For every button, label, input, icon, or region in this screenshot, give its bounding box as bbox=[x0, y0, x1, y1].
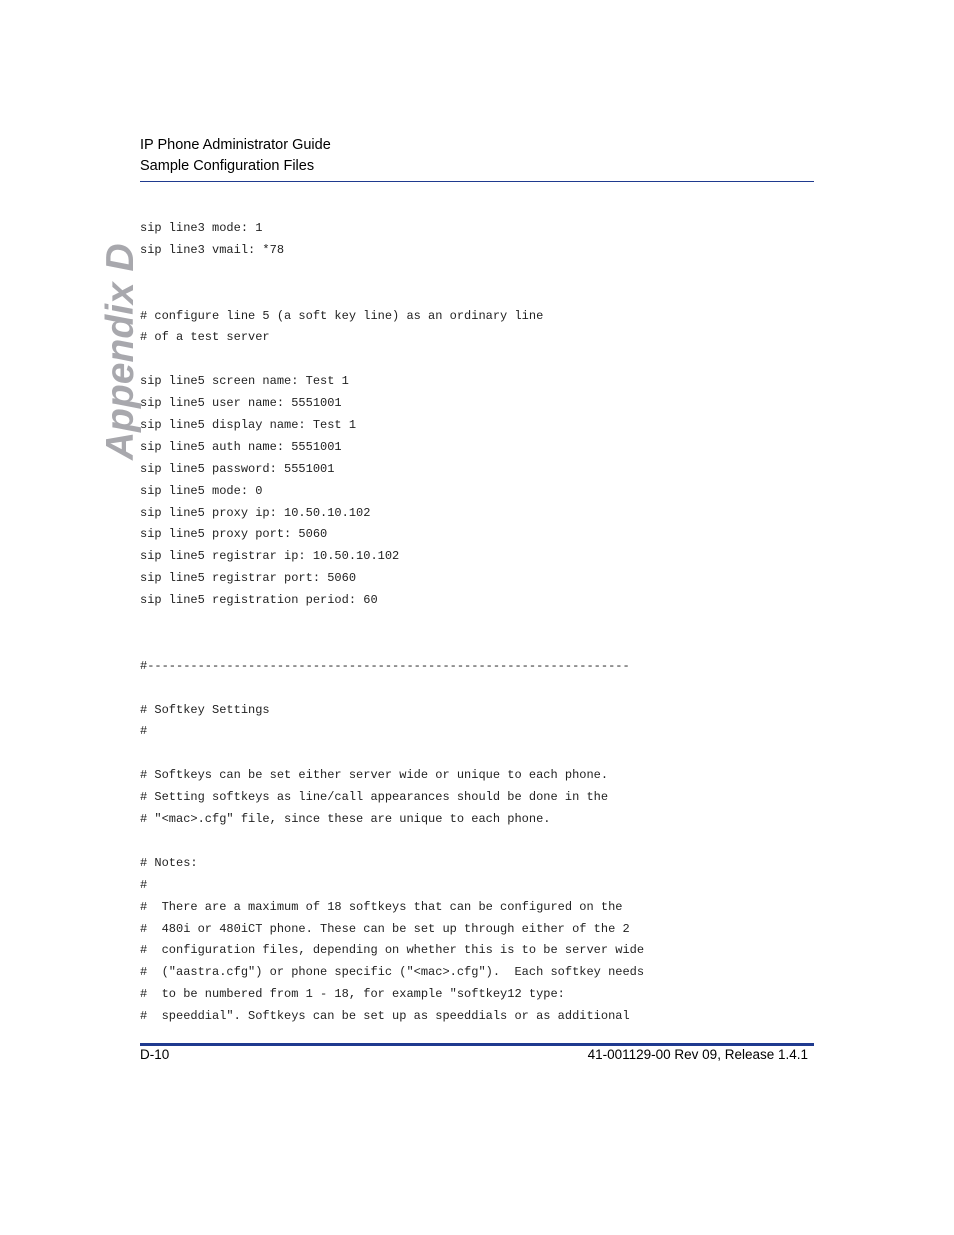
code-line: sip line5 proxy port: 5060 bbox=[140, 527, 328, 542]
code-line bbox=[140, 349, 814, 371]
code-line bbox=[140, 743, 814, 765]
code-line: # ("aastra.cfg") or phone specific ("<mac>.cfg"). Each softkey needs bbox=[140, 965, 645, 980]
code-line: sip line5 registration period: 60 bbox=[140, 593, 378, 608]
code-line: # to be numbered from 1 - 18, for example "softkey12 type: bbox=[140, 987, 565, 1002]
code-line: # Setting softkeys as line/call appearances should be done in the bbox=[140, 790, 609, 805]
code-line: #------------------------------------------------------------------- bbox=[140, 658, 630, 673]
code-line: sip line3 vmail: *78 bbox=[140, 242, 285, 257]
code-line: # 480i or 480iCT phone. These can be set up through either of the 2 bbox=[140, 921, 630, 936]
code-line: # There are a maximum of 18 softkeys that can be configured on the bbox=[140, 899, 623, 914]
code-line bbox=[140, 831, 814, 853]
code-line: # bbox=[140, 877, 148, 892]
code-line: # of a test server bbox=[140, 330, 270, 345]
code-line: sip line5 proxy ip: 10.50.10.102 bbox=[140, 505, 371, 520]
header-divider bbox=[140, 181, 814, 182]
code-line: # Notes: bbox=[140, 855, 198, 870]
code-line: # Softkeys can be set either server wide or unique to each phone. bbox=[140, 768, 609, 783]
code-line: # Softkey Settings bbox=[140, 702, 270, 717]
code-line: sip line5 registrar port: 5060 bbox=[140, 571, 357, 586]
document-info: 41-001129-00 Rev 09, Release 1.4.1 bbox=[587, 1047, 808, 1062]
header-title: IP Phone Administrator Guide bbox=[140, 137, 331, 153]
appendix-label: Appendix D bbox=[99, 243, 142, 460]
page-number: D-10 bbox=[140, 1047, 170, 1062]
footer-divider bbox=[140, 1043, 814, 1046]
code-line: sip line5 screen name: Test 1 bbox=[140, 374, 349, 389]
code-line bbox=[140, 262, 814, 284]
code-line: sip line5 user name: 5551001 bbox=[140, 396, 342, 411]
code-line: sip line3 mode: 1 bbox=[140, 221, 263, 235]
code-line: sip line5 registrar ip: 10.50.10.102 bbox=[140, 549, 400, 564]
code-line: # configuration files, depending on whether this is to be server wide bbox=[140, 943, 645, 958]
code-line: sip line5 mode: 0 bbox=[140, 483, 263, 498]
header-subtitle: Sample Configuration Files bbox=[140, 158, 315, 174]
config-code-block bbox=[140, 218, 814, 1028]
code-line: sip line5 password: 5551001 bbox=[140, 461, 335, 476]
code-line: # configure line 5 (a soft key line) as an ordinary line bbox=[140, 308, 544, 323]
code-line: # speeddial". Softkeys can be set up as speeddials or as additional bbox=[140, 1009, 630, 1024]
code-line: # bbox=[140, 724, 148, 739]
code-line bbox=[140, 678, 814, 700]
code-line: sip line5 display name: Test 1 bbox=[140, 418, 357, 433]
code-line: sip line5 auth name: 5551001 bbox=[140, 439, 342, 454]
code-line bbox=[140, 612, 814, 634]
appendix-side-tab bbox=[99, 243, 142, 460]
code-line bbox=[140, 634, 814, 656]
code-line: # "<mac>.cfg" file, since these are unique to each phone. bbox=[140, 812, 551, 827]
code-line bbox=[140, 284, 814, 306]
